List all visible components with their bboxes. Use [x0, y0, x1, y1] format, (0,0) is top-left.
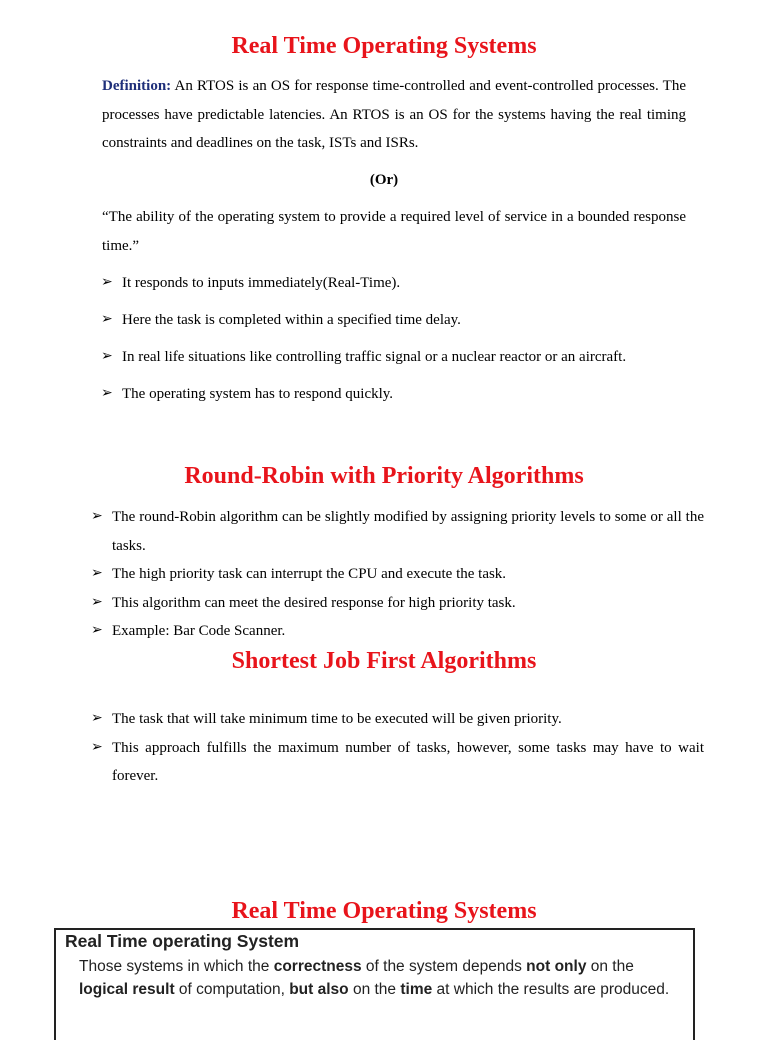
list-item: ➢ In real life situations like controlling traffic signal or a nuclear reactor or an aircraft.	[122, 343, 702, 372]
arrow-bullet-icon: ➢	[91, 623, 103, 638]
list-item: ➢ The task that will take minimum time to be executed will be given priority.	[112, 705, 704, 734]
quote-paragraph: “The ability of the operating system to provide a required level of service in a bounded response time.”	[102, 209, 686, 254]
or-separator: (Or)	[369, 172, 399, 188]
list-item: ➢ The operating system has to respond quickly.	[122, 380, 702, 409]
arrow-bullet-icon: ➢	[91, 594, 103, 610]
list-item: ➢ Example: Bar Code Scanner.	[112, 617, 704, 646]
emphasis-not-only: not only	[526, 958, 587, 975]
arrow-bullet-icon: ➢	[91, 711, 103, 726]
rtos-heading-2: Real Time Operating Systems	[231, 898, 537, 924]
page-title: Real Time Operating Systems	[231, 33, 537, 59]
list-item: ➢ The high priority task can interrupt the CPU and execute the task.	[112, 560, 704, 589]
arrow-bullet-icon: ➢	[101, 349, 113, 364]
definition-label: Definition:	[102, 78, 172, 94]
definition-paragraph	[102, 72, 686, 158]
rtos-bullet-list	[101, 269, 702, 417]
list-item: ➢ It responds to inputs immediately(Real-Time).	[122, 269, 702, 298]
sjf-bullet-list	[91, 705, 704, 791]
list-item: ➢ The round-Robin algorithm can be slightly modified by assigning priority levels to some or all the tasks.	[112, 503, 704, 560]
rtos-definition-box	[54, 928, 695, 1040]
emphasis-correctness: correctness	[273, 958, 362, 975]
round-robin-heading: Round-Robin with Priority Algorithms	[184, 463, 584, 489]
arrow-bullet-icon: ➢	[91, 566, 103, 581]
arrow-bullet-icon: ➢	[91, 739, 103, 755]
arrow-bullet-icon: ➢	[101, 312, 113, 327]
round-robin-bullet-list	[91, 503, 704, 646]
arrow-bullet-icon: ➢	[101, 386, 113, 401]
definition-text: An RTOS is an OS for response time-controlled and event-controlled processes. The processes have predictable latencies. An RTOS is an OS for the systems having the real timing constraints and deadlines on the task, ISTs and ISRs.	[102, 78, 686, 151]
emphasis-logical-result: logical result	[79, 981, 175, 998]
list-item: ➢ This approach fulfills the maximum number of tasks, however, some tasks may have to wait forever.	[112, 734, 704, 791]
arrow-bullet-icon: ➢	[101, 275, 113, 290]
list-item: ➢ This algorithm can meet the desired response for high priority task.	[112, 589, 704, 618]
sjf-heading: Shortest Job First Algorithms	[231, 648, 537, 674]
emphasis-time: time	[400, 981, 433, 998]
emphasis-but-also: but also	[289, 981, 349, 998]
box-title: Real Time operating System	[65, 931, 300, 951]
arrow-bullet-icon: ➢	[91, 509, 103, 524]
box-text: Those systems in which the correctness of the system depends not only on the logical result of computation, but also on the time at which the results are produced.	[79, 958, 670, 998]
list-item: ➢ Here the task is completed within a specified time delay.	[122, 306, 702, 335]
